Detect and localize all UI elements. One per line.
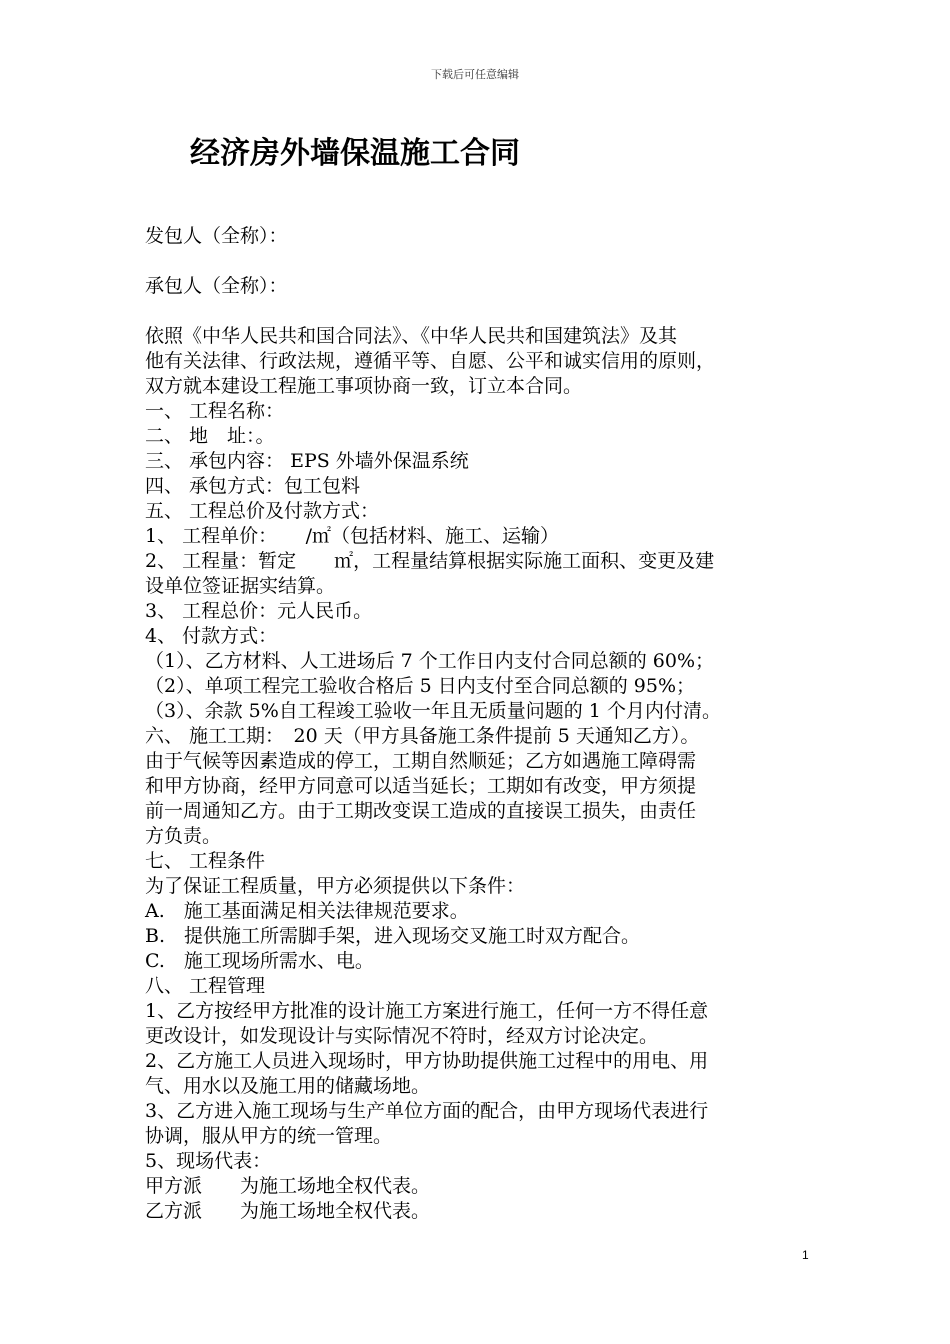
body-line: 和甲方协商，经甲方同意可以适当延长；工期如有改变，甲方须提 — [145, 775, 697, 797]
contractor-field: 承包人（全称）： — [145, 275, 288, 297]
body-line: 六、 施工工期： 20 天（甲方具备施工条件提前 5 天通知乙方）。 — [145, 725, 700, 747]
body-line: 协调，服从甲方的统一管理。 — [145, 1125, 393, 1147]
document-body — [145, 224, 815, 1224]
body-line: （3）、余款 5%自工程竣工验收一年且无质量问题的 1 个月内付清。 — [145, 700, 721, 722]
body-line: 二、 地 址：。 — [145, 425, 275, 447]
body-line: 3、 工程总价：元人民币。 — [145, 600, 373, 622]
body-line: 甲方派 为施工场地全权代表。 — [145, 1175, 431, 1197]
body-line: 2、 工程量：暂定 ㎡，工程量结算根据实际施工面积、变更及建 — [145, 550, 715, 572]
body-line: 方负责。 — [145, 825, 222, 847]
body-line: 3、乙方进入施工现场与生产单位方面的配合，由甲方现场代表进行 — [145, 1100, 709, 1122]
body-line: 八、 工程管理 — [145, 975, 266, 997]
page-number: 1 — [802, 1248, 809, 1262]
document-title: 经济房外墙保温施工合同 — [190, 136, 520, 171]
body-line: 由于气候等因素造成的停工，工期自然顺延；乙方如遇施工障碍需 — [145, 750, 697, 772]
body-line: 他有关法律、行政法规，遵循平等、自愿、公平和诚实信用的原则， — [145, 350, 716, 372]
employer-field: 发包人（全称）： — [145, 225, 288, 247]
body-line: （1）、乙方材料、人工进场后 7 个工作日内支付合同总额的 60%； — [145, 650, 715, 672]
body-line: 5、现场代表： — [145, 1150, 272, 1172]
body-line: 双方就本建设工程施工事项协商一致，订立本合同。 — [145, 375, 583, 397]
body-line: 乙方派 为施工场地全权代表。 — [145, 1200, 431, 1222]
body-line: B. 提供施工所需脚手架，进入现场交叉施工时双方配合。 — [145, 925, 641, 947]
body-line: 气、用水以及施工用的储藏场地。 — [145, 1075, 431, 1097]
body-line: 设单位签证据实结算。 — [145, 575, 336, 597]
body-line: 五、 工程总价及付款方式： — [145, 500, 380, 522]
contract-text — [145, 324, 815, 1224]
body-line: 1、乙方按经甲方批准的设计施工方案进行施工，任何一方不得任意 — [145, 1000, 709, 1022]
header-note: 下载后可任意编辑 — [431, 68, 519, 81]
body-line: 一、 工程名称： — [145, 400, 285, 422]
body-line: 1、 工程单价： /㎡（包括材料、施工、运输） — [145, 525, 560, 547]
body-line: 更改设计，如发现设计与实际情况不符时，经双方讨论决定。 — [145, 1025, 659, 1047]
body-line: 依照《中华人民共和国合同法》、《中华人民共和国建筑法》及其 — [145, 325, 678, 347]
body-line: 为了保证工程质量，甲方必须提供以下条件： — [145, 875, 526, 897]
body-line: 三、 承包内容： EPS 外墙外保温系统 — [145, 450, 469, 472]
body-line: 七、 工程条件 — [145, 850, 266, 872]
body-line: A. 施工基面满足相关法律规范要求。 — [145, 900, 469, 922]
body-line: 四、 承包方式：包工包料 — [145, 475, 361, 497]
body-line: （2）、单项工程完工验收合格后 5 日内支付至合同总额的 95%； — [145, 675, 696, 697]
body-line: 前一周通知乙方。由于工期改变误工造成的直接误工损失，由责任 — [145, 800, 697, 822]
body-line: 2、乙方施工人员进入现场时，甲方协助提供施工过程中的用电、用 — [145, 1050, 709, 1072]
body-line: 4、 付款方式： — [145, 625, 278, 647]
body-line: C. 施工现场所需水、电。 — [145, 950, 374, 972]
